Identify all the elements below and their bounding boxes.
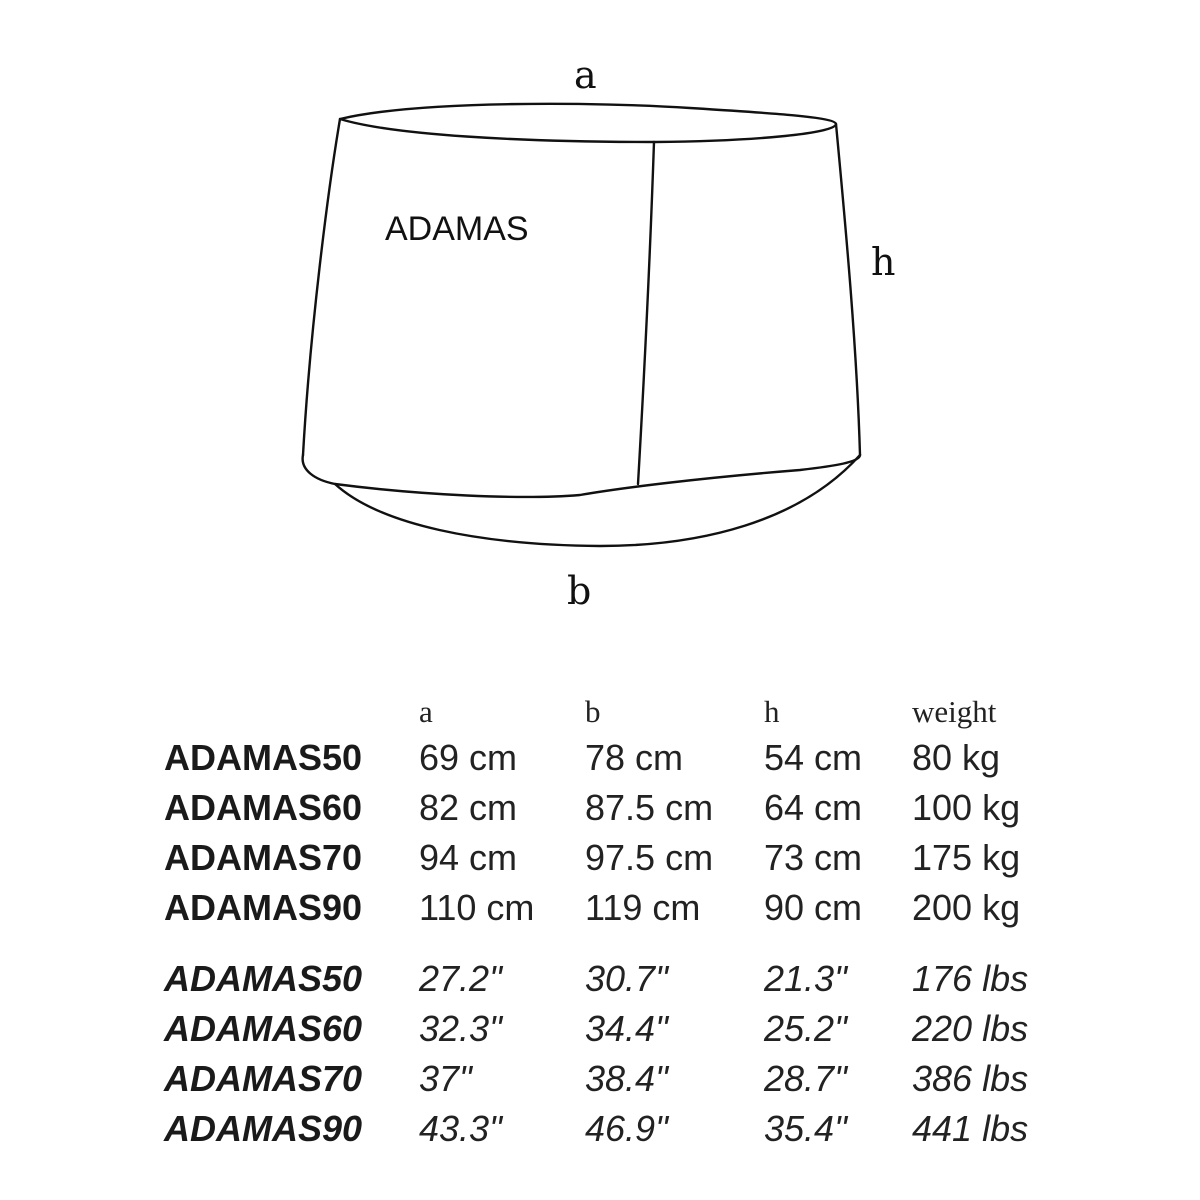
value-weight: 200 kg — [912, 887, 1021, 928]
value-h: 90 cm — [764, 887, 863, 928]
metric-row-adamas90 — [0, 887, 1200, 936]
value-b: 87.5 cm — [585, 787, 714, 828]
header-weight: weight — [912, 694, 997, 729]
dimension-a-label: a — [574, 53, 597, 97]
metric-row-adamas50 — [0, 737, 1200, 786]
value-a: 94 cm — [419, 837, 518, 878]
value-weight: 441 lbs — [912, 1108, 1029, 1149]
value-a: 32.3" — [419, 1008, 502, 1049]
dimension-b-label: b — [567, 569, 592, 613]
model-name: ADAMAS70 — [164, 1058, 363, 1099]
value-b: 34.4" — [585, 1008, 668, 1049]
value-weight: 220 lbs — [912, 1008, 1029, 1049]
value-b: 119 cm — [585, 887, 701, 928]
value-h: 25.2" — [764, 1008, 847, 1049]
value-a: 37" — [419, 1058, 472, 1099]
value-h: 73 cm — [764, 837, 863, 878]
model-name: ADAMAS50 — [164, 958, 363, 999]
value-b: 78 cm — [585, 737, 684, 778]
value-h: 21.3" — [764, 958, 847, 999]
value-weight: 176 lbs — [912, 958, 1029, 999]
header-b: b — [585, 694, 601, 729]
value-b: 38.4" — [585, 1058, 668, 1099]
metric-row-adamas70 — [0, 837, 1200, 886]
imperial-row-adamas60 — [0, 1008, 1200, 1057]
model-name: ADAMAS70 — [164, 837, 363, 878]
value-b: 30.7" — [585, 958, 668, 999]
value-h: 54 cm — [764, 737, 863, 778]
value-weight: 100 kg — [912, 787, 1021, 828]
value-weight: 175 kg — [912, 837, 1021, 878]
model-name: ADAMAS60 — [164, 787, 363, 828]
value-a: 110 cm — [419, 887, 535, 928]
value-b: 97.5 cm — [585, 837, 714, 878]
value-a: 82 cm — [419, 787, 518, 828]
model-name: ADAMAS60 — [164, 1008, 363, 1049]
model-name: ADAMAS90 — [164, 1108, 363, 1149]
header-a: a — [419, 694, 433, 729]
value-b: 46.9" — [585, 1108, 668, 1149]
value-a: 27.2" — [419, 958, 502, 999]
value-weight: 386 lbs — [912, 1058, 1029, 1099]
value-h: 28.7" — [764, 1058, 847, 1099]
value-weight: 80 kg — [912, 737, 1001, 778]
dimension-h-label: h — [871, 240, 896, 284]
model-name: ADAMAS50 — [164, 737, 363, 778]
vessel-brand-text: ADAMAS — [385, 210, 529, 248]
value-a: 43.3" — [419, 1108, 502, 1149]
model-name: ADAMAS90 — [164, 887, 363, 928]
imperial-row-adamas70 — [0, 1058, 1200, 1107]
metric-row-adamas60 — [0, 787, 1200, 836]
value-a: 69 cm — [419, 737, 518, 778]
value-h: 64 cm — [764, 787, 863, 828]
imperial-row-adamas90 — [0, 1108, 1200, 1157]
imperial-row-adamas50 — [0, 958, 1200, 1007]
value-h: 35.4" — [764, 1108, 847, 1149]
header-h: h — [764, 694, 780, 729]
